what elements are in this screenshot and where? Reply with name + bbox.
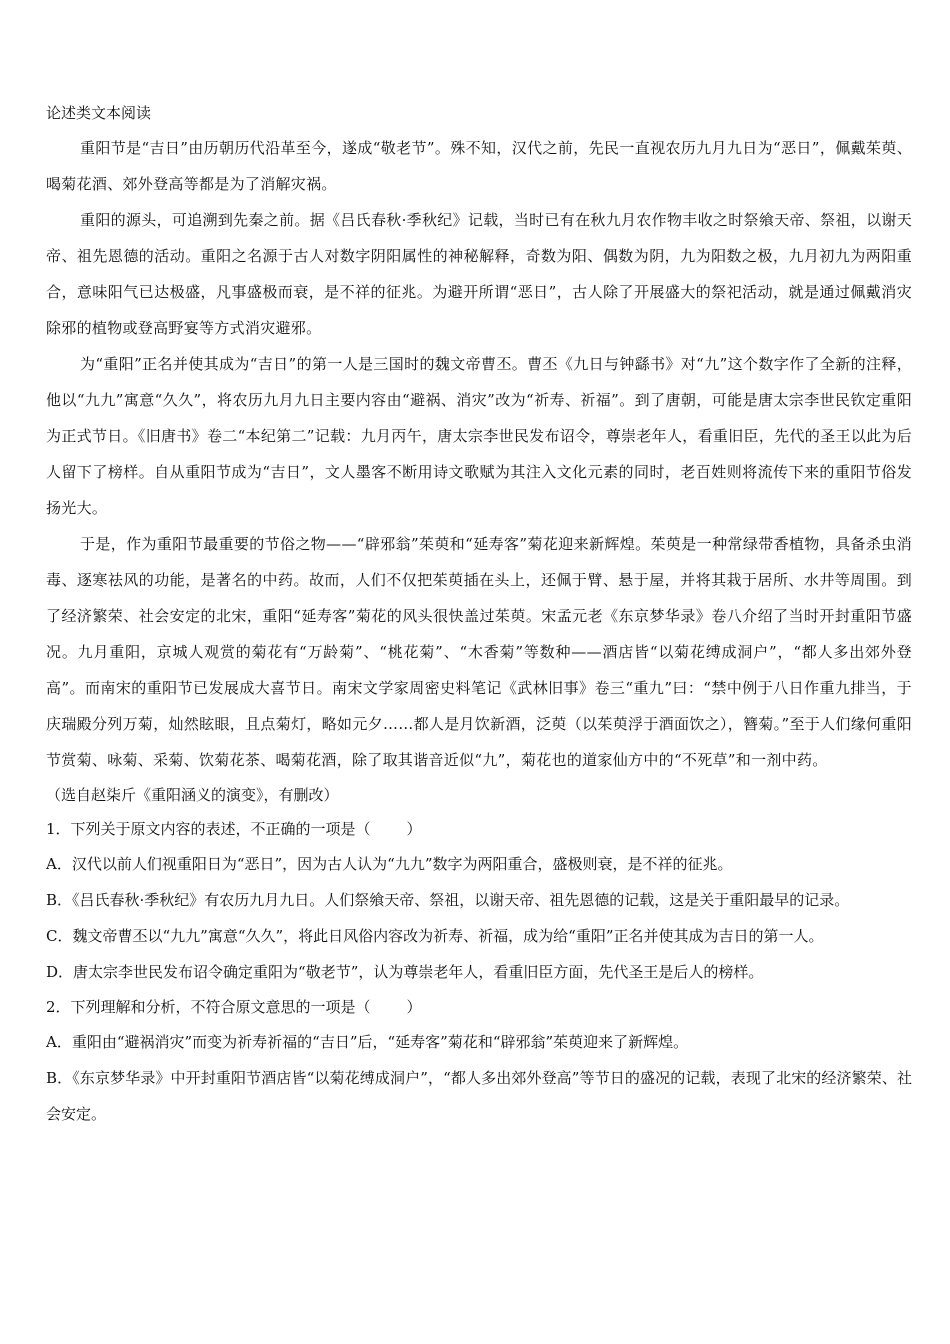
section-title: 论述类文本阅读	[46, 104, 152, 122]
option-b: B．《东京梦华录》中开封重阳节酒店皆“以菊花缚成洞户”，“都人多出郊外登高”等节日的盛况的记载，表现了北宋的经济繁荣、社会安定。	[46, 1069, 912, 1123]
option-b: B．《吕氏春秋·季秋纪》有农历九月九日。人们祭飨天帝、祭祖，以谢天帝、祖先恩德的记载，这是关于重阳最早的记录。	[46, 891, 850, 909]
question-stem-close: ）	[406, 820, 422, 838]
document-page	[46, 96, 912, 1132]
question-stem	[46, 990, 912, 1024]
passage-paragraph-4: 于是，作为重阳节最重要的节俗之物——“辟邪翁”茱萸和“延寿客”菊花迎来新辉煌。茱萸是一种常绿带香植物，具备杀虫消毒、逐寒祛风的功能，是著名的中药。故而，人们不仅把茱萸插在头上，还佩于臂、悬于屋，并将其栽于居所、水井等周围。到了经济繁荣、社会安定的北宋，重阳“延寿客”菊花的风头很快盖过茱萸。宋孟元老《东京梦华录》卷八介绍了当时开封重阳节盛况。九月重阳，京城人观赏的菊花有“万龄菊”、“桃花菊”、“木香菊”等数种——酒店皆“以菊花缚成洞户”，“都人多出郊外登高”。而南宋的重阳节已发展成大喜节日。南宋文学家周密史料笔记《武林旧事》卷三“重九”曰：“禁中例于八日作重九排当，于庆瑞殿分列万菊，灿然眩眼，且点菊灯，略如元夕……都人是月饮新酒，泛萸（以茱萸浮于酒面饮之），簪菊。”至于人们缘何重阳节赏菊、咏菊、采菊、饮菊花茶、喝菊花酒，除了取其谐音近似“九”，菊花也的道家仙方中的“不死草”和一剂中药。	[46, 535, 912, 769]
option-a: A．汉代以前人们视重阳日为“恶日”，因为古人认为“九九”数字为两阳重合，盛极则衰，是不祥的征兆。	[46, 855, 733, 873]
passage	[46, 130, 912, 778]
source-note: （选自赵柒斤《重阳涵义的演变》，有删改）	[46, 786, 339, 804]
question-stem-close: ）	[406, 998, 422, 1016]
question-2	[46, 990, 912, 1132]
passage-paragraph-3: 为“重阳”正名并使其成为“吉日”的第一人是三国时的魏文帝曹丕。曹丕《九日与钟繇书》对“九”这个数字作了全新的注释，他以“九九”寓意“久久”，将农历九月九日主要内容由“避祸、消灾”改为“祈寿、祈福”。到了唐朝，可能是唐太宗李世民钦定重阳为正式节日。《旧唐书》卷二“本纪第二”记载：九月丙午，唐太宗李世民发布诏令，尊崇老年人，看重旧臣，先代的圣王以此为后人留下了榜样。自从重阳节成为“吉日”，文人墨客不断用诗文歌赋为其注入文化元素的同时，老百姓则将流传下来的重阳节俗发扬光大。	[46, 355, 912, 517]
question-stem	[46, 812, 912, 846]
option-a: A．重阳由“避祸消灾”而变为祈寿祈福的“吉日”后，“延寿客”菊花和“辟邪翁”茱萸迎来了新辉煌。	[46, 1033, 689, 1051]
option-d: D．唐太宗李世民发布诏令确定重阳为“敬老节”，认为尊崇老年人，看重旧臣方面，先代圣王是后人的榜样。	[46, 963, 764, 981]
question-stem-text: 2．下列理解和分析，不符合原文意思的一项是（	[46, 998, 371, 1016]
passage-paragraph-2: 重阳的源头，可追溯到先秦之前。据《吕氏春秋·季秋纪》记载，当时已有在秋九月农作物丰收之时祭飨天帝、祭祖，以谢天帝、祖先恩德的活动。重阳之名源于古人对数字阴阳属性的神秘解释，奇数为阳、偶数为阴，九为阳数之极，九月初九为两阳重合，意味阳气已达极盛，凡事盛极而衰，是不祥的征兆。为避开所谓“恶日”，古人除了开展盛大的祭祀活动，就是通过佩戴消灾除邪的植物或登高野宴等方式消灾避邪。	[46, 211, 912, 337]
question-stem-text: 1．下列关于原文内容的表述，不正确的一项是（	[46, 820, 371, 838]
passage-paragraph-1: 重阳节是“吉日”由历朝历代沿革至今，遂成“敬老节”。殊不知，汉代之前，先民一直视农历九月九日为“恶日”，佩戴茱萸、喝菊花酒、郊外登高等都是为了消解灾祸。	[46, 139, 912, 193]
option-c: C．魏文帝曹丕以“九九”寓意“久久”，将此日风俗内容改为祈寿、祈福，成为给“重阳”正名并使其成为吉日的第一人。	[46, 927, 824, 945]
question-1	[46, 812, 912, 990]
